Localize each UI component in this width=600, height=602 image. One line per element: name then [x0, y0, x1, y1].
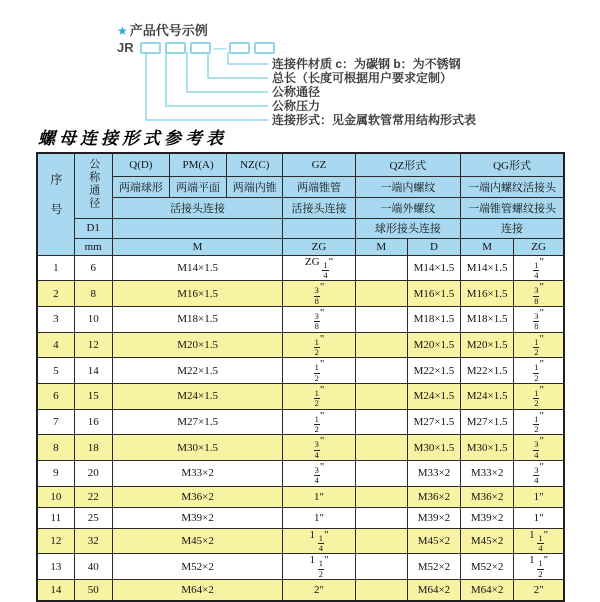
table-row: [37, 358, 564, 384]
cell-qz-d: M14×1.5: [407, 255, 460, 281]
cell-m-thread: M27×1.5: [112, 409, 283, 435]
cell-qz-d: M20×1.5: [407, 332, 460, 358]
cell-qz-m: [355, 332, 407, 358]
cell-dn-mm: 6: [74, 255, 112, 281]
cell-m-thread: M24×1.5: [112, 383, 283, 409]
cell-qz-m: [355, 255, 407, 281]
code-box-2: [165, 42, 186, 54]
table-row: [37, 580, 564, 601]
cell-qz-m: [355, 383, 407, 409]
cell-dn-mm: 32: [74, 528, 112, 554]
label-nominal-pressure: 公称压力: [272, 99, 321, 113]
cell-qz-d: M24×1.5: [407, 383, 460, 409]
header-gz-desc: 两端锥管: [283, 176, 355, 197]
header-row-2: [37, 176, 564, 197]
header-row-4: [37, 218, 564, 238]
cell-gz: $\frac{1}{2}$ ": [283, 332, 355, 358]
cell-qg-zg: $\frac{3}{8}$ ": [514, 306, 564, 332]
cell-qz-m: [355, 461, 407, 487]
table-row: [37, 383, 564, 409]
cell-dn-mm: 50: [74, 580, 112, 601]
header-qg-zg: ZG: [514, 238, 564, 255]
header-row-3: [37, 197, 564, 218]
cell-qz-d: M27×1.5: [407, 409, 460, 435]
table-row: [37, 332, 564, 358]
cell-seq: 10: [37, 486, 74, 507]
cell-qz-m: [355, 409, 407, 435]
cell-qg-m: M30×1.5: [461, 435, 514, 461]
cell-qz-d: M64×2: [407, 580, 460, 601]
cell-m-thread: M52×2: [112, 554, 283, 580]
table-row: [37, 255, 564, 281]
cell-qg-zg: $\frac{3}{4}$ ": [514, 435, 564, 461]
cell-gz: $\frac{1}{2}$ ": [283, 409, 355, 435]
code-box-4: [229, 42, 250, 54]
cell-qg-zg: $\frac{1}{4}$ ": [514, 255, 564, 281]
header-dn: 公称通径: [74, 153, 112, 218]
cell-gz: $\frac{1}{2}$ ": [283, 358, 355, 384]
cell-qz-d: M18×1.5: [407, 306, 460, 332]
table-row: [37, 409, 564, 435]
cell-gz: 1": [283, 486, 355, 507]
table-body: [37, 255, 564, 601]
header-m: M: [112, 238, 283, 255]
cell-qz-d: M39×2: [407, 507, 460, 528]
cell-qg-zg: $\frac{1}{2}$ ": [514, 332, 564, 358]
code-box-5: [254, 42, 275, 54]
cell-qz-m: [355, 507, 407, 528]
cell-gz: $\frac{3}{8}$ ": [283, 306, 355, 332]
cell-qz-d: M33×2: [407, 461, 460, 487]
cell-seq: 3: [37, 306, 74, 332]
cell-dn-mm: 40: [74, 554, 112, 580]
header-q-desc: 两端球形: [112, 176, 169, 197]
cell-m-thread: M64×2: [112, 580, 283, 601]
cell-qz-d: M30×1.5: [407, 435, 460, 461]
header-gz-conn: 活接头连接: [283, 197, 355, 218]
cell-qg-m: M45×2: [461, 528, 514, 554]
header-qg-desc2: 一端锥管螺纹接头: [461, 197, 564, 218]
cell-qg-zg: 1 $\frac{1}{2}$ ": [514, 554, 564, 580]
header-d1: D1: [74, 218, 112, 238]
cell-seq: 8: [37, 435, 74, 461]
cell-dn-mm: 8: [74, 281, 112, 307]
table-row: [37, 528, 564, 554]
cell-m-thread: M16×1.5: [112, 281, 283, 307]
header-row-5: [37, 238, 564, 255]
cell-qg-m: M18×1.5: [461, 306, 514, 332]
header-empty-1: [112, 218, 283, 238]
cell-qz-m: [355, 580, 407, 601]
cell-dn-mm: 14: [74, 358, 112, 384]
table-row: [37, 281, 564, 307]
cell-qg-m: M24×1.5: [461, 383, 514, 409]
cell-gz: $\frac{3}{4}$ ": [283, 435, 355, 461]
cell-dn-mm: 25: [74, 507, 112, 528]
cell-qz-m: [355, 528, 407, 554]
cell-seq: 6: [37, 383, 74, 409]
header-qz-desc1: 一端内螺纹: [355, 176, 460, 197]
cell-qg-zg: $\frac{1}{2}$ ": [514, 409, 564, 435]
header-seq: 序号: [37, 153, 74, 255]
cell-qz-m: [355, 358, 407, 384]
cell-seq: 5: [37, 358, 74, 384]
cell-seq: 11: [37, 507, 74, 528]
cell-m-thread: M36×2: [112, 486, 283, 507]
cell-seq: 14: [37, 580, 74, 601]
cell-qg-m: M27×1.5: [461, 409, 514, 435]
header-union-conn: 活接头连接: [112, 197, 283, 218]
cell-m-thread: M22×1.5: [112, 358, 283, 384]
header-nz-desc: 两端内锥: [227, 176, 283, 197]
cell-qg-zg: $\frac{1}{2}$ ": [514, 358, 564, 384]
cell-gz: 1 $\frac{1}{2}$ ": [283, 554, 355, 580]
cell-seq: 13: [37, 554, 74, 580]
cell-qg-m: M36×2: [461, 486, 514, 507]
nut-connection-table: [36, 152, 565, 602]
table-row: [37, 461, 564, 487]
diagram-title: [117, 20, 208, 39]
cell-qz-d: M36×2: [407, 486, 460, 507]
star-icon: ★: [117, 24, 128, 38]
product-code-row: [117, 40, 277, 55]
header-qz: QZ形式: [355, 153, 460, 176]
cell-seq: 2: [37, 281, 74, 307]
cell-seq: 4: [37, 332, 74, 358]
cell-m-thread: M20×1.5: [112, 332, 283, 358]
cell-seq: 7: [37, 409, 74, 435]
cell-gz: $\frac{3}{4}$ ": [283, 461, 355, 487]
header-mm: mm: [74, 238, 112, 255]
cell-dn-mm: 20: [74, 461, 112, 487]
cell-qg-m: M22×1.5: [461, 358, 514, 384]
label-nominal-diameter: 公称通径: [272, 85, 321, 99]
cell-qg-zg: 1 $\frac{1}{4}$ ": [514, 528, 564, 554]
cell-qz-d: M45×2: [407, 528, 460, 554]
cell-qz-m: [355, 281, 407, 307]
cell-seq: 12: [37, 528, 74, 554]
product-code-diagram: [0, 0, 600, 128]
header-pm: PM(A): [169, 153, 226, 176]
cell-dn-mm: 10: [74, 306, 112, 332]
cell-gz: 2": [283, 580, 355, 601]
cell-dn-mm: 15: [74, 383, 112, 409]
table-title: 螺母连接形式参考表: [38, 129, 227, 148]
cell-m-thread: M45×2: [112, 528, 283, 554]
header-pm-desc: 两端平面: [169, 176, 226, 197]
header-qz-desc2: 一端外螺纹: [355, 197, 460, 218]
header-qz-m: M: [355, 238, 407, 255]
diagram-title-text: 产品代号示例: [129, 23, 208, 38]
cell-seq: 9: [37, 461, 74, 487]
cell-m-thread: M33×2: [112, 461, 283, 487]
label-material: 连接件材质 c：为碳钢 b：为不锈钢: [272, 57, 461, 71]
header-qg: QG形式: [461, 153, 564, 176]
cell-dn-mm: 12: [74, 332, 112, 358]
cell-gz: $\frac{3}{8}$ ": [283, 281, 355, 307]
table-row: [37, 507, 564, 528]
table-header: [37, 153, 564, 255]
cell-qg-m: M20×1.5: [461, 332, 514, 358]
cell-qz-m: [355, 486, 407, 507]
header-qg-conn: 连接: [461, 218, 564, 238]
cell-qg-m: M33×2: [461, 461, 514, 487]
cell-gz: 1 $\frac{1}{4}$ ": [283, 528, 355, 554]
cell-qg-zg: $\frac{1}{2}$ ": [514, 383, 564, 409]
code-dash: —: [213, 40, 226, 55]
cell-dn-mm: 16: [74, 409, 112, 435]
cell-qg-m: M16×1.5: [461, 281, 514, 307]
cell-qz-d: M52×2: [407, 554, 460, 580]
cell-qg-zg: 2": [514, 580, 564, 601]
cell-qg-m: M39×2: [461, 507, 514, 528]
cell-qz-m: [355, 435, 407, 461]
cell-qg-m: M52×2: [461, 554, 514, 580]
header-row-1: [37, 153, 564, 176]
code-box-3: [190, 42, 211, 54]
cell-m-thread: M14×1.5: [112, 255, 283, 281]
header-qz-d: D: [407, 238, 460, 255]
cell-dn-mm: 22: [74, 486, 112, 507]
cell-dn-mm: 18: [74, 435, 112, 461]
header-zg: ZG: [283, 238, 355, 255]
header-empty-2: [283, 218, 355, 238]
cell-qz-d: M16×1.5: [407, 281, 460, 307]
code-prefix: JR: [117, 40, 134, 55]
table-row: [37, 435, 564, 461]
table-row: [37, 306, 564, 332]
label-connection-form: 连接形式：见金属软管常用结构形式表: [272, 113, 477, 127]
header-gz: GZ: [283, 153, 355, 176]
header-qz-conn: 球形接头连接: [355, 218, 460, 238]
header-qg-desc1: 一端内螺纹活接头: [461, 176, 564, 197]
label-total-length: 总长（长度可根据用户要求定制）: [272, 71, 453, 85]
cell-seq: 1: [37, 255, 74, 281]
table-row: [37, 486, 564, 507]
cell-gz: 1": [283, 507, 355, 528]
cell-qg-m: M64×2: [461, 580, 514, 601]
header-q: Q(D): [112, 153, 169, 176]
cell-qz-d: M22×1.5: [407, 358, 460, 384]
header-nz: NZ(C): [227, 153, 283, 176]
cell-qg-m: M14×1.5: [461, 255, 514, 281]
cell-m-thread: M39×2: [112, 507, 283, 528]
cell-qg-zg: 1": [514, 507, 564, 528]
cell-m-thread: M18×1.5: [112, 306, 283, 332]
cell-qg-zg: 1": [514, 486, 564, 507]
code-box-1: [140, 42, 161, 54]
cell-gz: ZG $\frac{1}{4}$ ": [283, 255, 355, 281]
cell-qz-m: [355, 306, 407, 332]
cell-gz: $\frac{1}{2}$ ": [283, 383, 355, 409]
cell-qg-zg: $\frac{3}{8}$ ": [514, 281, 564, 307]
header-qg-m: M: [461, 238, 514, 255]
cell-qg-zg: $\frac{3}{4}$ ": [514, 461, 564, 487]
cell-m-thread: M30×1.5: [112, 435, 283, 461]
